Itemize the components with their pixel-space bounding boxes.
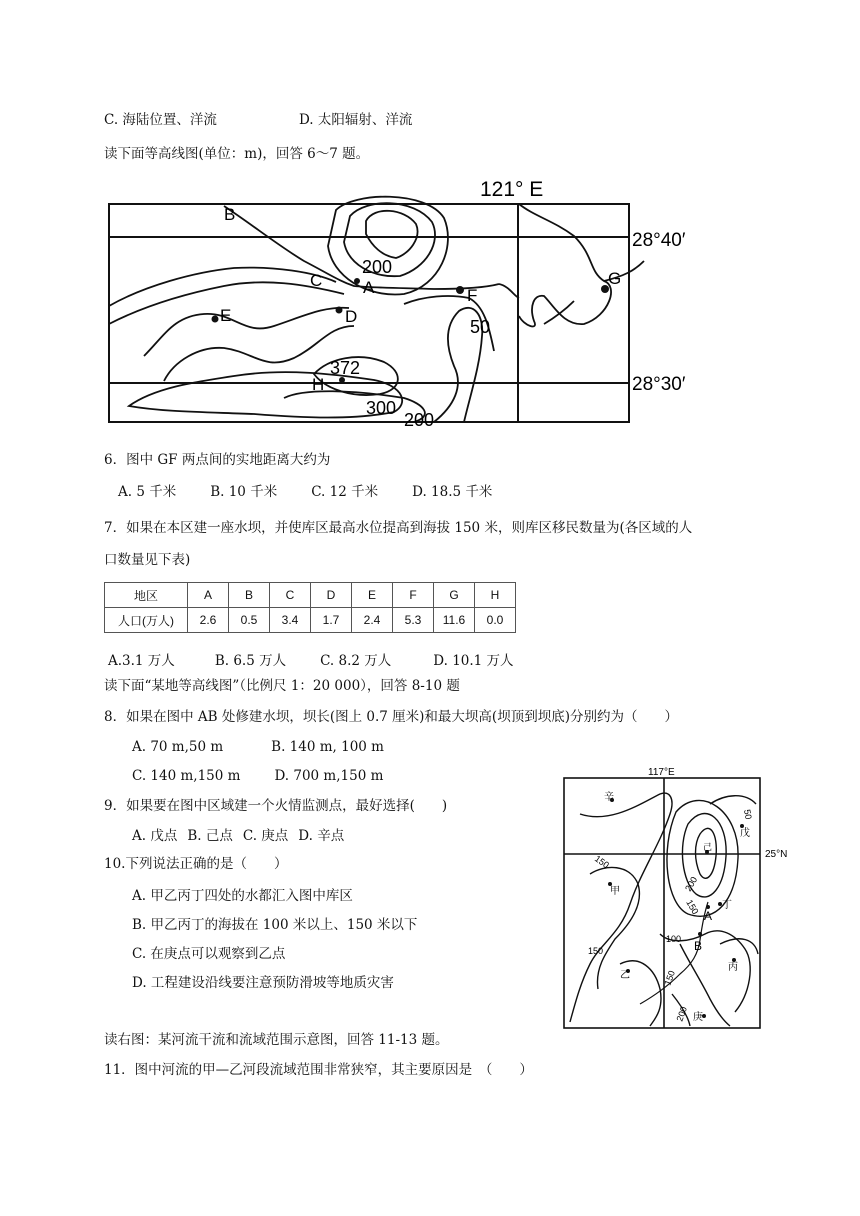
q7-option-a: A.3.1 万人 (108, 653, 175, 669)
q6-option-b: B. 10 千米 (210, 484, 278, 500)
map2-contour-100: 100 (666, 934, 682, 944)
q9-option-d: D. 辛点 (298, 828, 345, 844)
map2-label-wu: 戊 (740, 828, 750, 839)
table-value-h: 0.0 (475, 608, 516, 633)
table-row (105, 608, 516, 633)
q7-stem-line2: 口数量见下表) (104, 552, 191, 568)
q7-options (108, 652, 514, 670)
map2-label-yi: 乙 (620, 970, 630, 981)
q7-stem-line1: 7．如果在本区建一座水坝，并使库区最高水位提高到海拔 150 米，则库区移民数量为(各区域的人 (104, 520, 693, 536)
intro-6-7: 读下面等高线图(单位：m)，回答 6～7 题。 (104, 146, 370, 162)
q7-option-b: B. 6.5 万人 (214, 653, 287, 669)
map1-point-g: G (608, 269, 622, 288)
table-value-b: 0.5 (229, 608, 270, 633)
q6-options (118, 483, 492, 501)
intro-8-10: 读下面“某地等高线图”（比例尺 1：20 000），回答 8-10 题 (104, 678, 460, 694)
q6-option-c: C. 12 千米 (311, 484, 379, 500)
map2-label-geng: 庚 (693, 1012, 703, 1023)
map2-label-ding: 丁 (722, 900, 732, 911)
contour-map-2 (560, 764, 800, 1032)
q10-option-a: A. 甲乙丙丁四处的水都汇入图中库区 (132, 888, 353, 904)
table-value-d: 1.7 (311, 608, 352, 633)
table-value-e: 2.4 (352, 608, 393, 633)
table-row (105, 583, 516, 608)
q8-option-b: B. 140 m, 100 m (271, 739, 384, 755)
q11-stem: 11．图中河流的甲—乙河段流域范围非常狭窄，其主要原因是 （ ） (104, 1062, 533, 1078)
map2-river (640, 902, 708, 1004)
map1-point-f: F (467, 286, 478, 305)
map2-latitude-label: 25°N (765, 849, 788, 860)
table-region-a: A (188, 583, 229, 608)
q6-option-a: A. 5 千米 (118, 484, 177, 500)
map1-contour-372: 372 (330, 358, 361, 378)
map2-contour-50: 50 (742, 808, 754, 821)
map1-lat-top-label: 28°40′ (632, 230, 686, 251)
q9-option-a: A. 戊点 (132, 828, 178, 844)
map2-contour-200-b: 200 (674, 1005, 690, 1023)
contour-map-1 (104, 176, 704, 430)
table-value-a: 2.6 (188, 608, 229, 633)
q8-options-row2 (132, 767, 383, 785)
q8-option-a: A. 70 m,50 m (132, 739, 224, 755)
table-region-c: C (270, 583, 311, 608)
map1-contours (109, 197, 644, 422)
q10-stem: 10.下列说法正确的是（ ） (104, 856, 288, 872)
map1-contour-50: 50 (470, 317, 491, 337)
map2-contour-150-bottom: 150 (662, 969, 678, 987)
q10-option-c: C. 在庚点可以观察到乙点 (132, 946, 286, 962)
map1-lat-bottom-label: 28°30′ (632, 374, 686, 395)
table-row-label: 人口(万人) (105, 608, 188, 633)
q5-options (104, 111, 412, 129)
q8-option-d: D. 700 m,150 m (274, 768, 384, 784)
map2-longitude-label: 117°E (648, 767, 675, 778)
map2-point-a: A (704, 909, 713, 923)
map1-point-d: D (345, 307, 358, 326)
map2-contour-150-mid: 150 (684, 898, 701, 917)
map2-label-xin: 辛 (604, 792, 614, 803)
map1-contour-300: 300 (366, 398, 397, 418)
q7-option-c: C. 8.2 万人 (320, 653, 392, 669)
map1-point-e: E (220, 306, 232, 325)
q9-stem: 9．如果要在图中区域建一个火情监测点，最好选择( ) (104, 798, 448, 814)
q10-option-d: D. 工程建设沿线要注意预防滑坡等地质灾害 (132, 975, 394, 991)
q8-stem: 8．如果在图中 AB 处修建水坝，坝长(图上 0.7 厘米)和最大坝高(坝顶到坝底)分别约为（ ） (104, 709, 678, 725)
q6-option-d: D. 18.5 千米 (412, 484, 493, 500)
table-region-e: E (352, 583, 393, 608)
q9-option-c: C. 庚点 (242, 828, 289, 844)
table-region-h: H (475, 583, 516, 608)
table-value-c: 3.4 (270, 608, 311, 633)
intro-11-13: 读右图：某河流干流和流域范围示意图，回答 11-13 题。 (104, 1032, 449, 1048)
q8-option-c: C. 140 m,150 m (132, 768, 241, 784)
map1-point-a: A (363, 278, 375, 297)
q9-option-b: B. 己点 (187, 828, 233, 844)
q9-options (132, 827, 344, 845)
map2-point-b: B (694, 939, 703, 953)
table-value-g: 11.6 (434, 608, 475, 633)
table-value-f: 5.3 (393, 608, 434, 633)
q8-options-row1 (132, 738, 384, 756)
q5-option-d: D. 太阳辐射、洋流 (298, 112, 413, 128)
map1-contour-200-bottom: 200 (404, 410, 435, 430)
map1-point-b: B (224, 205, 236, 224)
table-region-g: G (434, 583, 475, 608)
population-table (104, 582, 516, 633)
map1-longitude-label: 121° E (480, 178, 544, 201)
map2-contour-200-a: 200 (683, 874, 700, 893)
map2-label-bing: 丙 (728, 962, 738, 973)
table-region-f: F (393, 583, 434, 608)
table-region-b: B (229, 583, 270, 608)
map1-point-dots (212, 278, 610, 383)
map1-point-c: C (310, 271, 323, 290)
map1-contour-200-top: 200 (362, 257, 393, 277)
q5-option-c: C. 海陆位置、洋流 (104, 112, 217, 128)
q6-stem: 6．图中 GF 两点间的实地距离大约为 (104, 452, 331, 468)
map1-point-h: H (312, 375, 325, 394)
map2-label-jia: 甲 (610, 886, 620, 897)
table-region-d: D (311, 583, 352, 608)
map2-contour-150-low: 150 (588, 946, 604, 956)
map2-contour-150-left: 150 (592, 853, 611, 871)
q7-option-d: D. 10.1 万人 (433, 653, 514, 669)
table-header-label: 地区 (105, 583, 188, 608)
q10-option-b: B. 甲乙丙丁的海拔在 100 米以上、150 米以下 (132, 917, 418, 933)
map2-label-ji: 己 (703, 842, 713, 852)
